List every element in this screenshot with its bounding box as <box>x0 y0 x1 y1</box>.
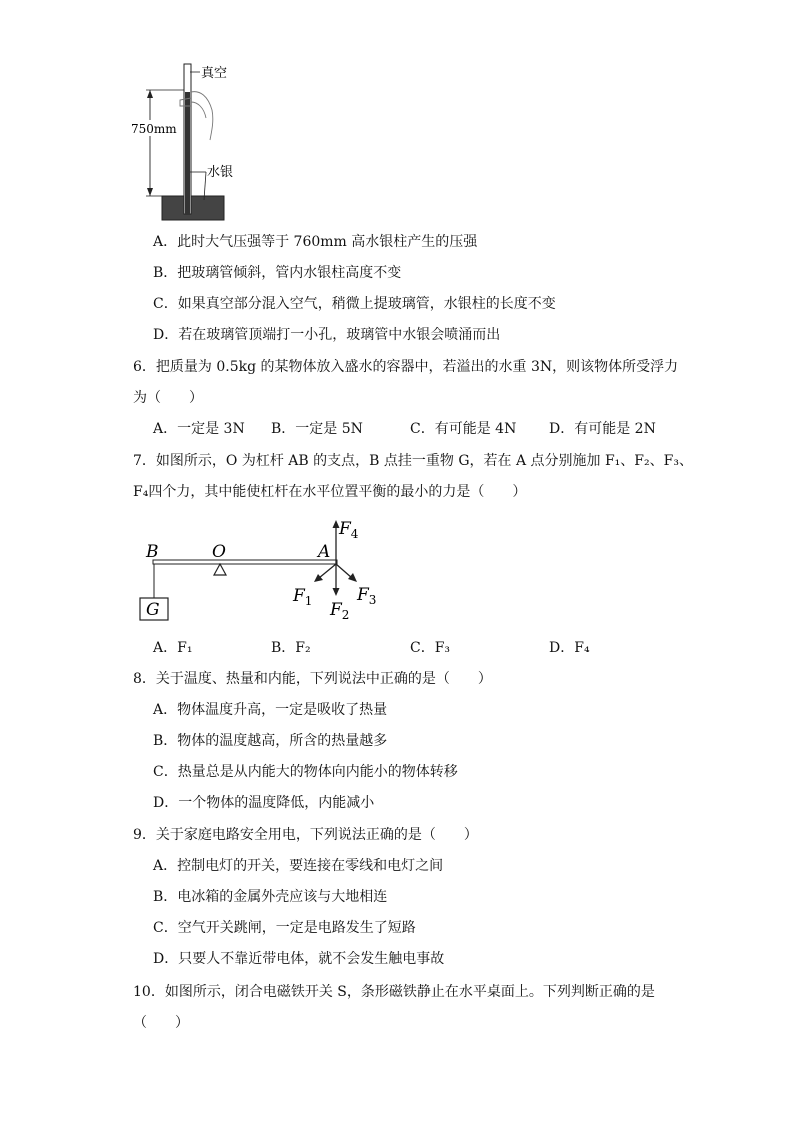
q5-option-d: D．若在玻璃管顶端打一小孔，玻璃管中水银会喷涌而出 <box>153 327 501 343</box>
label-mercury: 水银 <box>207 165 234 180</box>
label-A: A <box>318 542 331 562</box>
q10-stem-line1: 10．如图所示，闭合电磁铁开关 S，条形磁铁静止在水平桌面上。下列判断正确的是 <box>133 984 655 1000</box>
label-vacuum: 真空 <box>201 66 228 81</box>
label-B: B <box>146 542 159 562</box>
lever-bar <box>153 560 337 564</box>
q9-option-b: B．电冰箱的金属外壳应该与大地相连 <box>153 889 388 905</box>
q7-stem-line2: F₄四个力，其中能使杠杆在水平位置平衡的最小的力是（ ） <box>133 484 527 500</box>
q8-stem: 8．关于温度、热量和内能，下列说法中正确的是（ ） <box>133 671 492 687</box>
torricelli-figure <box>128 60 248 230</box>
lever-figure <box>136 512 396 628</box>
q9-stem: 9．关于家庭电路安全用电，下列说法正确的是（ ） <box>133 827 478 843</box>
label-F3: $F_3$ <box>357 585 377 607</box>
q8-option-c: C．热量总是从内能大的物体向内能小的物体转移 <box>153 764 458 780</box>
q10-stem-line2: （ ） <box>133 1015 189 1031</box>
q6-stem-line1: 6．把质量为 0.5kg 的某物体放入盛水的容器中，若溢出的水重 3N，则该物体所受浮力 <box>133 359 679 375</box>
mercury-basin <box>162 196 224 220</box>
q6-option-a: A．一定是 3N <box>153 421 245 437</box>
q7-option-a: A．F₁ <box>153 640 193 656</box>
label-O: O <box>212 542 226 562</box>
q5-option-a: A．此时大气压强等于 760mm 高水银柱产生的压强 <box>153 234 478 250</box>
q7-option-b: B．F₂ <box>271 640 311 656</box>
q9-option-c: C．空气开关跳闸，一定是电路发生了短路 <box>153 920 416 936</box>
q6-option-d: D．有可能是 2N <box>549 421 656 437</box>
q9-option-a: A．控制电灯的开关，要连接在零线和电灯之间 <box>153 858 444 874</box>
label-F4: $F_4$ <box>339 519 359 541</box>
label-F1: $F_1$ <box>293 586 313 608</box>
q7-option-c: C．F₃ <box>410 640 451 656</box>
label-F2: $F_2$ <box>330 600 350 622</box>
q6-option-b: B．一定是 5N <box>271 421 363 437</box>
q5-option-b: B．把玻璃管倾斜，管内水银柱高度不变 <box>153 265 402 281</box>
q8-option-a: A．物体温度升高，一定是吸收了热量 <box>153 702 388 718</box>
q7-stem-line1: 7．如图所示，O 为杠杆 AB 的支点，B 点挂一重物 G，若在 A 点分别施加 F₁、F₂、F₃、 <box>133 453 693 469</box>
fulcrum-triangle <box>214 564 226 575</box>
mercury-column <box>185 92 190 214</box>
q8-option-d: D．一个物体的温度降低，内能减小 <box>153 795 375 811</box>
q7-option-d: D．F₄ <box>549 640 590 656</box>
q9-option-d: D．只要人不靠近带电体，就不会发生触电事故 <box>153 951 445 967</box>
q5-option-c: C．如果真空部分混入空气，稍微上提玻璃管，水银柱的长度不变 <box>153 296 556 312</box>
q8-option-b: B．物体的温度越高，所含的热量越多 <box>153 733 388 749</box>
q6-stem-line2: 为（ ） <box>133 390 203 406</box>
label-750mm: 750mm <box>131 122 177 136</box>
label-G: G <box>146 600 160 620</box>
q6-option-c: C．有可能是 4N <box>410 421 517 437</box>
